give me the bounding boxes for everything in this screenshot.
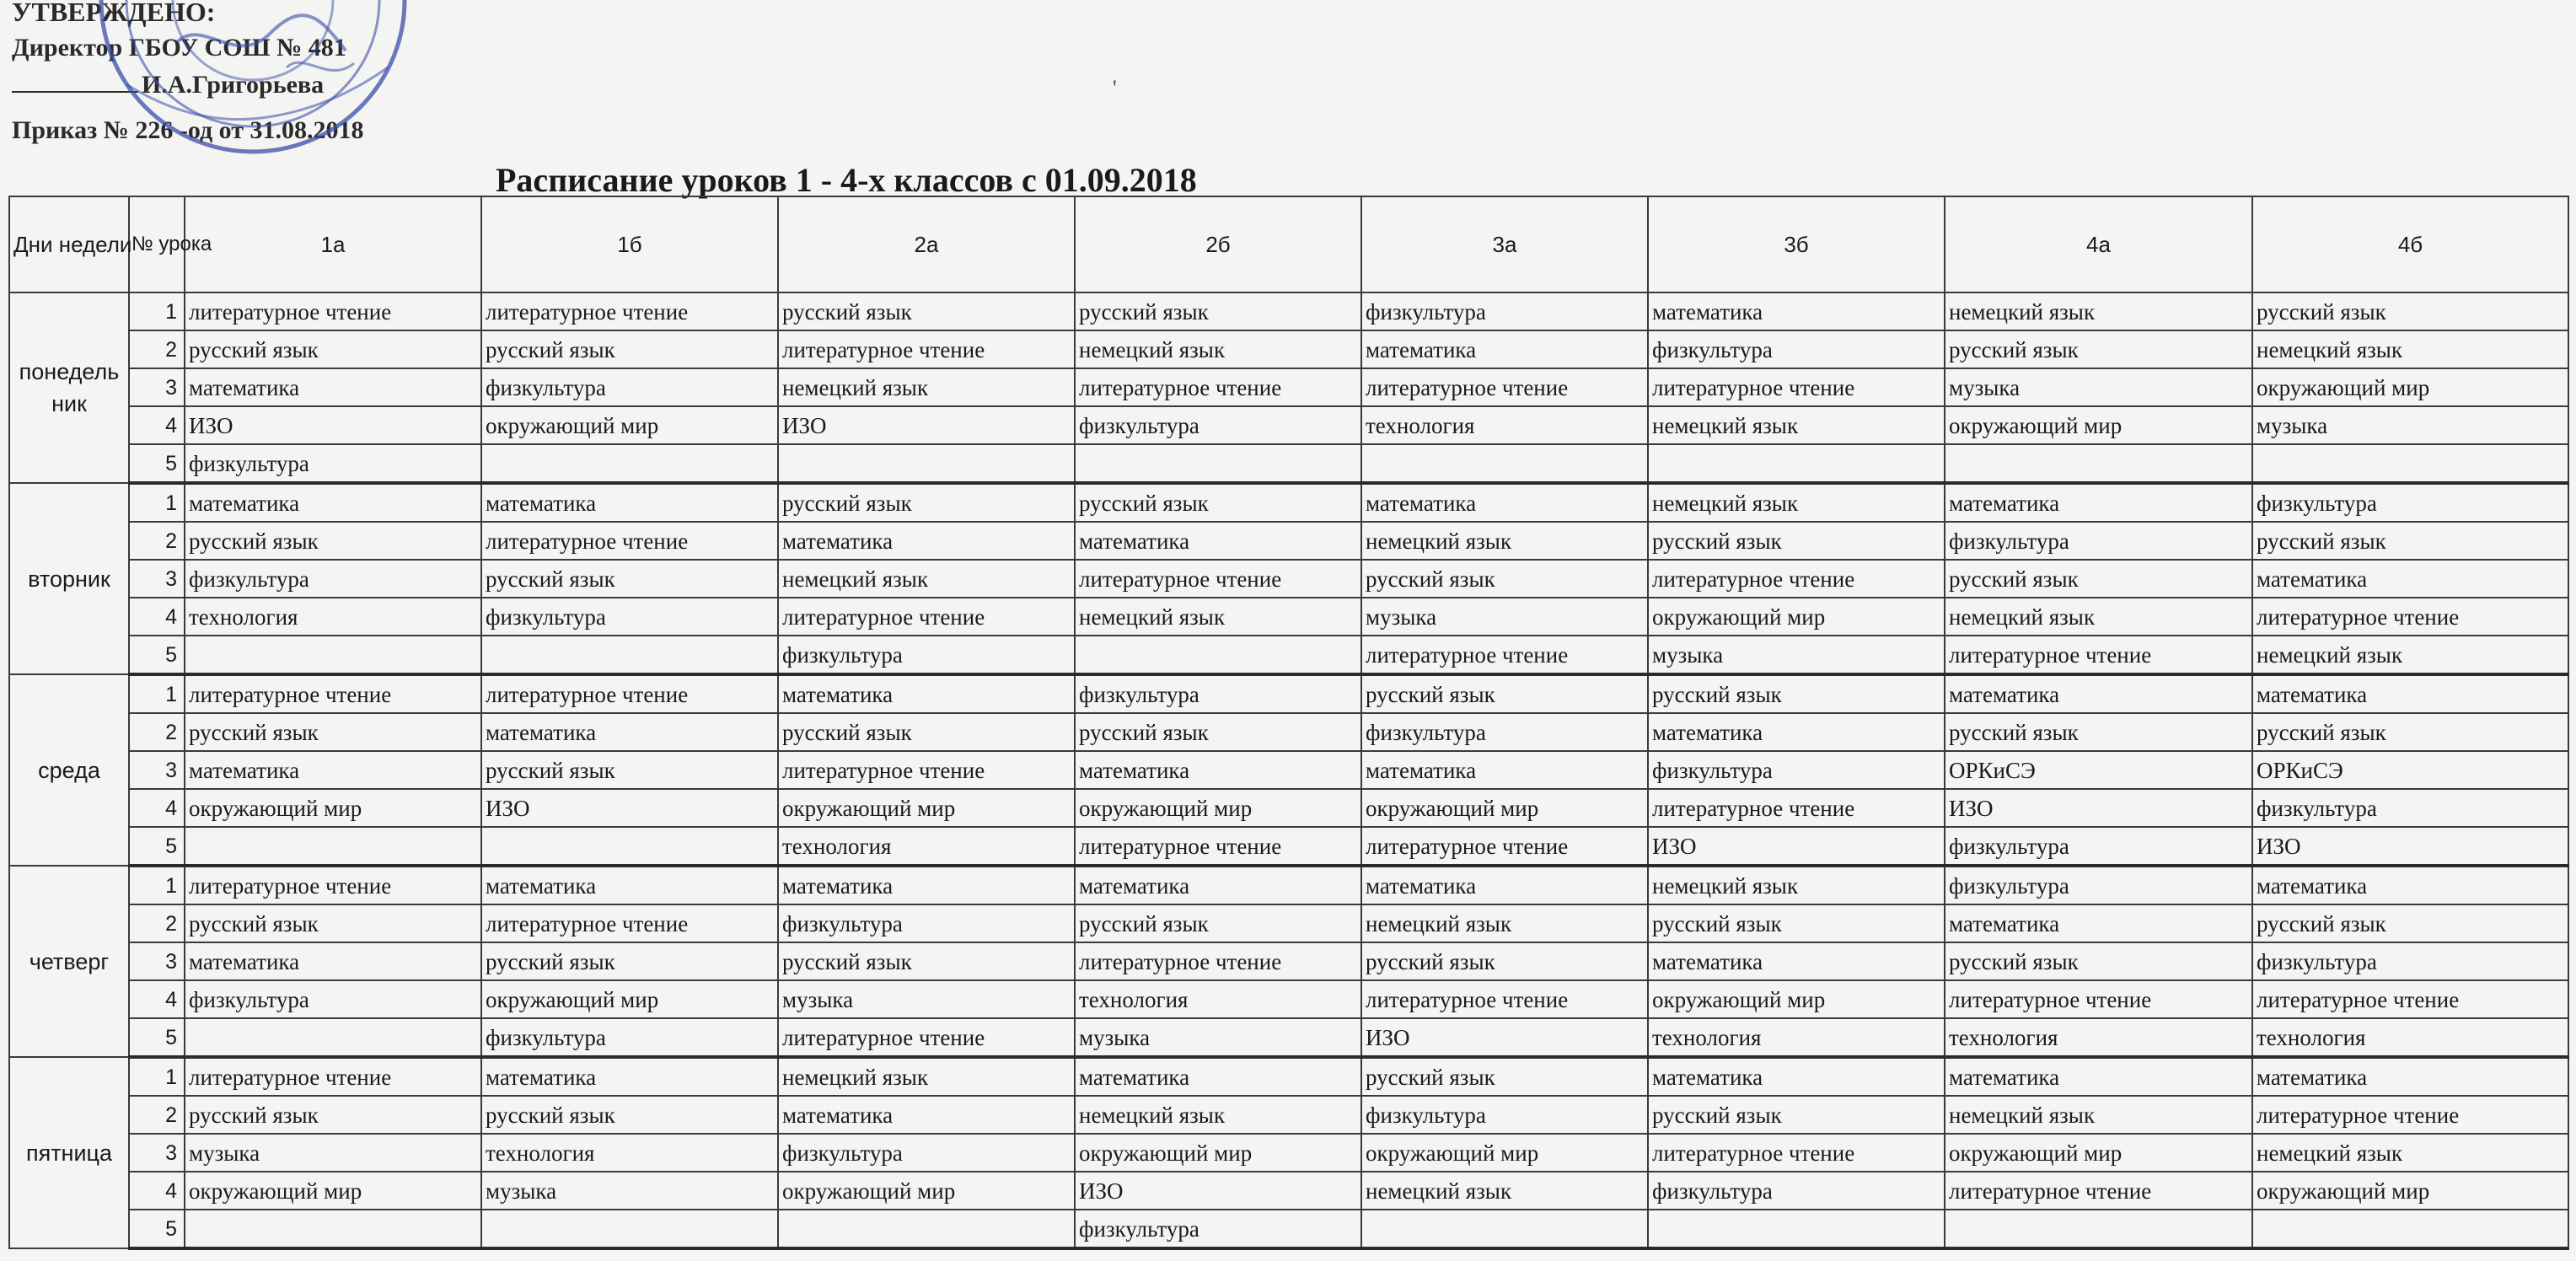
lesson-number: 5 <box>129 1018 185 1057</box>
subject-cell: русский язык <box>1361 560 1648 598</box>
subject-cell: литературное чтение <box>778 751 1075 789</box>
subject-cell: окружающий мир <box>1945 406 2252 444</box>
subject-cell <box>1361 444 1648 483</box>
subject-cell: русский язык <box>1361 942 1648 980</box>
subject-cell: физкультура <box>2252 942 2568 980</box>
lesson-number: 5 <box>129 827 185 866</box>
subject-cell: русский язык <box>1945 713 2252 751</box>
approved-label: УТВЕРЖДЕНО: <box>12 0 216 27</box>
table-row <box>9 751 2568 789</box>
subject-cell: русский язык <box>2252 904 2568 942</box>
subject-cell: технология <box>1361 406 1648 444</box>
subject-cell: математика <box>481 1057 778 1096</box>
table-header-row <box>9 196 2568 292</box>
schedule-body <box>9 292 2568 1248</box>
lesson-number: 2 <box>129 522 185 560</box>
subject-cell: окружающий мир <box>185 1172 481 1210</box>
table-row <box>9 292 2568 330</box>
subject-cell: немецкий язык <box>778 368 1075 406</box>
subject-cell: русский язык <box>1361 1057 1648 1096</box>
subject-cell <box>2252 444 2568 483</box>
subject-cell: физкультура <box>778 904 1075 942</box>
subject-cell: литературное чтение <box>185 292 481 330</box>
subject-cell: немецкий язык <box>1945 1096 2252 1134</box>
subject-cell: музыка <box>778 980 1075 1018</box>
subject-cell <box>1075 444 1361 483</box>
order-line: Приказ № 226 -од от 31.08.2018 <box>12 116 364 144</box>
subject-cell: физкультура <box>185 980 481 1018</box>
lesson-number: 1 <box>129 866 185 904</box>
subject-cell: немецкий язык <box>1075 1096 1361 1134</box>
table-row <box>9 1172 2568 1210</box>
subject-cell: математика <box>481 866 778 904</box>
subject-cell: математика <box>2252 674 2568 713</box>
subject-cell: русский язык <box>1648 674 1945 713</box>
subject-cell: русский язык <box>1945 560 2252 598</box>
lesson-number: 5 <box>129 1210 185 1248</box>
subject-cell: музыка <box>185 1134 481 1172</box>
subject-cell <box>1648 444 1945 483</box>
subject-cell: математика <box>2252 866 2568 904</box>
subject-cell: физкультура <box>778 1134 1075 1172</box>
subject-cell: русский язык <box>778 483 1075 522</box>
table-row <box>9 1096 2568 1134</box>
subject-cell: математика <box>778 1096 1075 1134</box>
subject-cell: математика <box>1075 522 1361 560</box>
table-row <box>9 522 2568 560</box>
subject-cell: русский язык <box>481 330 778 368</box>
header-class: 2б <box>1075 196 1361 292</box>
subject-cell: окружающий мир <box>1075 1134 1361 1172</box>
subject-cell <box>481 636 778 674</box>
subject-cell: математика <box>1075 1057 1361 1096</box>
lesson-number: 5 <box>129 636 185 674</box>
header-class: 4б <box>2252 196 2568 292</box>
subject-cell: русский язык <box>1648 1096 1945 1134</box>
signature-blank <box>12 91 138 93</box>
subject-cell: русский язык <box>185 522 481 560</box>
subject-cell: литературное чтение <box>1361 368 1648 406</box>
lesson-number: 2 <box>129 1096 185 1134</box>
subject-cell: ИЗО <box>1945 789 2252 827</box>
subject-cell: музыка <box>481 1172 778 1210</box>
subject-cell: ИЗО <box>481 789 778 827</box>
subject-cell: окружающий мир <box>481 406 778 444</box>
subject-cell: литературное чтение <box>1945 1172 2252 1210</box>
scan-mark: ' <box>1113 76 1117 100</box>
subject-cell: немецкий язык <box>1075 330 1361 368</box>
subject-cell: литературное чтение <box>1361 827 1648 866</box>
subject-cell: математика <box>778 522 1075 560</box>
subject-cell: математика <box>481 713 778 751</box>
subject-cell: литературное чтение <box>1648 368 1945 406</box>
table-row <box>9 942 2568 980</box>
subject-cell: физкультура <box>1945 827 2252 866</box>
day-name: четверг <box>9 866 129 1057</box>
subject-cell: русский язык <box>2252 292 2568 330</box>
subject-cell: математика <box>1361 866 1648 904</box>
subject-cell <box>1945 1210 2252 1248</box>
subject-cell: технология <box>481 1134 778 1172</box>
subject-cell: окружающий мир <box>1361 1134 1648 1172</box>
subject-cell: литературное чтение <box>185 866 481 904</box>
subject-cell: окружающий мир <box>2252 368 2568 406</box>
subject-cell: математика <box>1945 1057 2252 1096</box>
subject-cell: музыка <box>1648 636 1945 674</box>
subject-cell: русский язык <box>1075 713 1361 751</box>
header-class: 3а <box>1361 196 1648 292</box>
lesson-number: 4 <box>129 406 185 444</box>
header-class: 2а <box>778 196 1075 292</box>
subject-cell: ИЗО <box>1648 827 1945 866</box>
subject-cell: русский язык <box>2252 713 2568 751</box>
lesson-number: 4 <box>129 1172 185 1210</box>
subject-cell: русский язык <box>1075 904 1361 942</box>
table-row <box>9 713 2568 751</box>
subject-cell: физкультура <box>481 1018 778 1057</box>
subject-cell: литературное чтение <box>481 522 778 560</box>
subject-cell: математика <box>1648 292 1945 330</box>
subject-cell: немецкий язык <box>778 1057 1075 1096</box>
lesson-number: 2 <box>129 713 185 751</box>
subject-cell: немецкий язык <box>1648 483 1945 522</box>
subject-cell: математика <box>2252 560 2568 598</box>
lesson-number: 1 <box>129 674 185 713</box>
subject-cell: литературное чтение <box>1648 560 1945 598</box>
subject-cell: литературное чтение <box>185 1057 481 1096</box>
table-row <box>9 827 2568 866</box>
lesson-number: 1 <box>129 292 185 330</box>
subject-cell: немецкий язык <box>778 560 1075 598</box>
table-row <box>9 330 2568 368</box>
subject-cell <box>1945 444 2252 483</box>
subject-cell: физкультура <box>1361 1096 1648 1134</box>
lesson-number: 4 <box>129 598 185 636</box>
table-row <box>9 560 2568 598</box>
subject-cell: окружающий мир <box>1945 1134 2252 1172</box>
lesson-number: 3 <box>129 1134 185 1172</box>
subject-cell: русский язык <box>481 560 778 598</box>
subject-cell: физкультура <box>1945 866 2252 904</box>
subject-cell: окружающий мир <box>1361 789 1648 827</box>
subject-cell: окружающий мир <box>778 789 1075 827</box>
subject-cell: физкультура <box>1648 1172 1945 1210</box>
subject-cell: окружающий мир <box>185 789 481 827</box>
subject-cell: ИЗО <box>1075 1172 1361 1210</box>
subject-cell <box>778 1210 1075 1248</box>
subject-cell: литературное чтение <box>1945 980 2252 1018</box>
subject-cell: математика <box>1075 866 1361 904</box>
lesson-number: 4 <box>129 789 185 827</box>
subject-cell <box>185 636 481 674</box>
table-row <box>9 980 2568 1018</box>
lesson-number: 1 <box>129 483 185 522</box>
header-class: 1а <box>185 196 481 292</box>
table-row <box>9 598 2568 636</box>
day-name: понедельник <box>9 292 129 483</box>
subject-cell: литературное чтение <box>1075 368 1361 406</box>
subject-cell: физкультура <box>2252 789 2568 827</box>
subject-cell: физкультура <box>1075 406 1361 444</box>
subject-cell: музыка <box>1945 368 2252 406</box>
table-row <box>9 866 2568 904</box>
header-class: 4а <box>1945 196 2252 292</box>
subject-cell: литературное чтение <box>1075 827 1361 866</box>
subject-cell: физкультура <box>778 636 1075 674</box>
director-line: Директор ГБОУ СОШ № 481 <box>12 34 346 62</box>
subject-cell: русский язык <box>1075 292 1361 330</box>
subject-cell <box>778 444 1075 483</box>
subject-cell: физкультура <box>1945 522 2252 560</box>
subject-cell: русский язык <box>185 330 481 368</box>
subject-cell: физкультура <box>1648 751 1945 789</box>
subject-cell: литературное чтение <box>1648 789 1945 827</box>
lesson-number: 4 <box>129 980 185 1018</box>
subject-cell: литературное чтение <box>1361 636 1648 674</box>
header-days: Дни недели <box>9 196 129 292</box>
lesson-number: 3 <box>129 751 185 789</box>
subject-cell: физкультура <box>1361 292 1648 330</box>
subject-cell: русский язык <box>1648 522 1945 560</box>
lesson-number: 3 <box>129 942 185 980</box>
subject-cell: математика <box>778 674 1075 713</box>
subject-cell: математика <box>1648 713 1945 751</box>
header-class: 1б <box>481 196 778 292</box>
subject-cell: немецкий язык <box>1648 406 1945 444</box>
subject-cell: технология <box>778 827 1075 866</box>
subject-cell: русский язык <box>1945 942 2252 980</box>
subject-cell: музыка <box>2252 406 2568 444</box>
subject-cell: окружающий мир <box>1648 598 1945 636</box>
subject-cell: русский язык <box>1075 483 1361 522</box>
subject-cell: технология <box>2252 1018 2568 1057</box>
table-row <box>9 1018 2568 1057</box>
subject-cell: литературное чтение <box>2252 980 2568 1018</box>
subject-cell: физкультура <box>2252 483 2568 522</box>
subject-cell: русский язык <box>481 1096 778 1134</box>
subject-cell: физкультура <box>481 598 778 636</box>
subject-cell: физкультура <box>481 368 778 406</box>
subject-cell: русский язык <box>778 292 1075 330</box>
subject-cell: математика <box>1648 1057 1945 1096</box>
subject-cell <box>481 827 778 866</box>
subject-cell: математика <box>1075 751 1361 789</box>
subject-cell: математика <box>778 866 1075 904</box>
subject-cell: немецкий язык <box>2252 1134 2568 1172</box>
subject-cell: математика <box>185 942 481 980</box>
subject-cell: ИЗО <box>2252 827 2568 866</box>
subject-cell: русский язык <box>481 751 778 789</box>
lesson-number: 5 <box>129 444 185 483</box>
subject-cell: русский язык <box>185 1096 481 1134</box>
subject-cell: окружающий мир <box>2252 1172 2568 1210</box>
subject-cell: математика <box>2252 1057 2568 1096</box>
subject-cell: ИЗО <box>1361 1018 1648 1057</box>
subject-cell: литературное чтение <box>481 674 778 713</box>
subject-cell: математика <box>1361 483 1648 522</box>
table-row <box>9 1210 2568 1248</box>
table-row <box>9 904 2568 942</box>
subject-cell: физкультура <box>185 560 481 598</box>
subject-cell: немецкий язык <box>1361 1172 1648 1210</box>
subject-cell: литературное чтение <box>778 1018 1075 1057</box>
subject-cell: немецкий язык <box>1075 598 1361 636</box>
subject-cell: литературное чтение <box>1361 980 1648 1018</box>
subject-cell: русский язык <box>185 713 481 751</box>
subject-cell <box>1648 1210 1945 1248</box>
subject-cell <box>185 1210 481 1248</box>
table-row <box>9 1057 2568 1096</box>
subject-cell: физкультура <box>1075 674 1361 713</box>
subject-cell: технология <box>1945 1018 2252 1057</box>
table-row <box>9 674 2568 713</box>
subject-cell: русский язык <box>1361 674 1648 713</box>
day-name: пятница <box>9 1057 129 1248</box>
subject-cell: литературное чтение <box>1075 560 1361 598</box>
subject-cell: ОРКиСЭ <box>2252 751 2568 789</box>
subject-cell: литературное чтение <box>2252 598 2568 636</box>
subject-cell: литературное чтение <box>481 292 778 330</box>
table-row <box>9 444 2568 483</box>
subject-cell: технология <box>1648 1018 1945 1057</box>
subject-cell <box>481 1210 778 1248</box>
header-lesson-number: № урока <box>129 196 185 292</box>
subject-cell: русский язык <box>185 904 481 942</box>
table-row <box>9 1134 2568 1172</box>
subject-cell <box>1075 636 1361 674</box>
subject-cell: немецкий язык <box>1945 292 2252 330</box>
subject-cell: русский язык <box>1648 904 1945 942</box>
table-row <box>9 368 2568 406</box>
subject-cell: математика <box>1945 904 2252 942</box>
subject-cell: литературное чтение <box>185 674 481 713</box>
subject-cell: окружающий мир <box>1648 980 1945 1018</box>
subject-cell: немецкий язык <box>1361 904 1648 942</box>
subject-cell: литературное чтение <box>1075 942 1361 980</box>
subject-cell: математика <box>1648 942 1945 980</box>
day-name: среда <box>9 674 129 866</box>
subject-cell <box>2252 1210 2568 1248</box>
lesson-number: 2 <box>129 330 185 368</box>
subject-cell: физкультура <box>1361 713 1648 751</box>
page-title: Расписание уроков 1 - 4-х классов с 01.09.2018 <box>496 161 1197 199</box>
subject-cell: математика <box>1945 674 2252 713</box>
subject-cell: немецкий язык <box>1648 866 1945 904</box>
lesson-number: 2 <box>129 904 185 942</box>
subject-cell: литературное чтение <box>778 598 1075 636</box>
subject-cell: математика <box>185 751 481 789</box>
lesson-number: 1 <box>129 1057 185 1096</box>
subject-cell: математика <box>185 483 481 522</box>
subject-cell: окружающий мир <box>778 1172 1075 1210</box>
subject-cell: математика <box>481 483 778 522</box>
subject-cell: литературное чтение <box>481 904 778 942</box>
subject-cell: физкультура <box>185 444 481 483</box>
subject-cell: литературное чтение <box>1648 1134 1945 1172</box>
subject-cell: технология <box>185 598 481 636</box>
table-row <box>9 789 2568 827</box>
subject-cell: литературное чтение <box>778 330 1075 368</box>
subject-cell: технология <box>1075 980 1361 1018</box>
table-row <box>9 636 2568 674</box>
subject-cell: немецкий язык <box>1361 522 1648 560</box>
subject-cell: физкультура <box>1075 1210 1361 1248</box>
subject-cell <box>1361 1210 1648 1248</box>
subject-cell: немецкий язык <box>2252 330 2568 368</box>
subject-cell: русский язык <box>778 942 1075 980</box>
subject-cell <box>481 444 778 483</box>
subject-cell: литературное чтение <box>1945 636 2252 674</box>
subject-cell: ИЗО <box>778 406 1075 444</box>
subject-cell: математика <box>1361 751 1648 789</box>
subject-cell: физкультура <box>1648 330 1945 368</box>
lesson-number: 3 <box>129 368 185 406</box>
day-name: вторник <box>9 483 129 674</box>
subject-cell: окружающий мир <box>1075 789 1361 827</box>
table-row <box>9 483 2568 522</box>
subject-cell: русский язык <box>778 713 1075 751</box>
director-name: И.А.Григорьева <box>142 71 325 99</box>
subject-cell: математика <box>1361 330 1648 368</box>
schedule-table <box>8 196 2568 1242</box>
subject-cell: ОРКиСЭ <box>1945 751 2252 789</box>
subject-cell: русский язык <box>481 942 778 980</box>
subject-cell: окружающий мир <box>481 980 778 1018</box>
signature-line <box>12 71 324 99</box>
subject-cell: музыка <box>1361 598 1648 636</box>
table-row <box>9 406 2568 444</box>
subject-cell: немецкий язык <box>2252 636 2568 674</box>
subject-cell: музыка <box>1075 1018 1361 1057</box>
subject-cell: немецкий язык <box>1945 598 2252 636</box>
subject-cell: математика <box>1945 483 2252 522</box>
subject-cell: литературное чтение <box>2252 1096 2568 1134</box>
subject-cell: ИЗО <box>185 406 481 444</box>
subject-cell <box>185 1018 481 1057</box>
lesson-number: 3 <box>129 560 185 598</box>
subject-cell: русский язык <box>1945 330 2252 368</box>
header-class: 3б <box>1648 196 1945 292</box>
subject-cell: русский язык <box>2252 522 2568 560</box>
subject-cell: математика <box>185 368 481 406</box>
subject-cell <box>185 827 481 866</box>
